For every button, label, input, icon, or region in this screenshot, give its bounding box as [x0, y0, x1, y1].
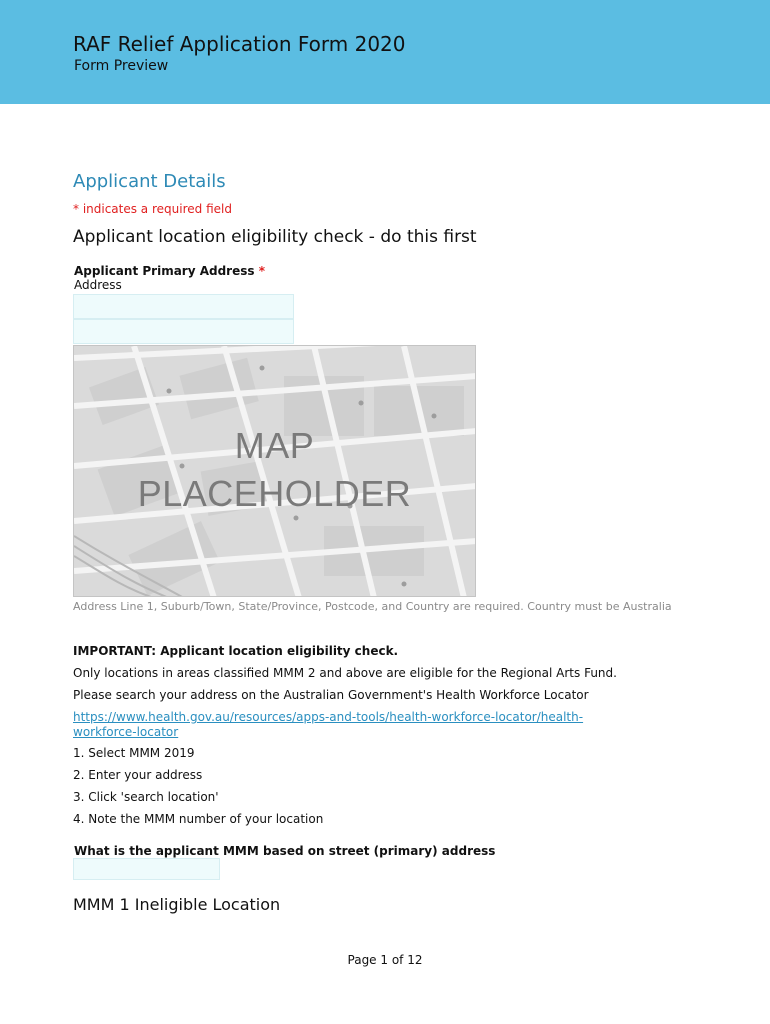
eligibility-subheading: Applicant location eligibility check - do this first	[73, 227, 477, 247]
page-number: Page 1 of 12	[347, 953, 423, 967]
step-4: 4. Note the MMM number of your location	[73, 812, 324, 826]
form-header	[0, 0, 770, 104]
address-line1-input[interactable]	[73, 294, 294, 319]
map-label-line2: PLACEHOLDER	[137, 473, 412, 514]
address-sublabel: Address	[74, 278, 122, 292]
map-placeholder[interactable]	[73, 345, 476, 597]
step-1: 1. Select MMM 2019	[73, 746, 195, 760]
step-3: 3. Click 'search location'	[73, 790, 219, 804]
address-line2-input[interactable]	[73, 319, 294, 344]
eligibility-paragraph-1: Only locations in areas classified MMM 2 and above are eligible for the Regional Arts Fund.	[73, 666, 617, 680]
form-title: RAF Relief Application Form 2020	[73, 32, 406, 56]
required-field-note: * indicates a required field	[73, 202, 232, 216]
ineligible-location-heading: MMM 1 Ineligible Location	[73, 895, 281, 914]
address-label-text: Applicant Primary Address	[74, 264, 255, 278]
mmm-question-label: What is the applicant MMM based on street (primary) address	[74, 844, 496, 858]
address-field-label	[74, 264, 265, 278]
section-title: Applicant Details	[73, 171, 226, 192]
form-subtitle: Form Preview	[74, 58, 169, 74]
step-2: 2. Enter your address	[73, 768, 203, 782]
eligibility-heading: IMPORTANT: Applicant location eligibility check.	[73, 644, 399, 658]
mmm-input[interactable]	[73, 858, 220, 880]
health-workforce-locator-link[interactable]: https://www.health.gov.au/resources/apps-and-tools/health-workforce-locator/health-workforce-locator	[73, 710, 584, 739]
required-marker: *	[258, 264, 265, 278]
map-label-line1: MAP	[234, 425, 315, 466]
eligibility-paragraph-2: Please search your address on the Australian Government's Health Workforce Locator	[73, 688, 589, 702]
address-help-text: Address Line 1, Suburb/Town, State/Province, Postcode, and Country are required. Country must be Australia	[73, 600, 672, 613]
map-placeholder-label	[74, 422, 475, 518]
